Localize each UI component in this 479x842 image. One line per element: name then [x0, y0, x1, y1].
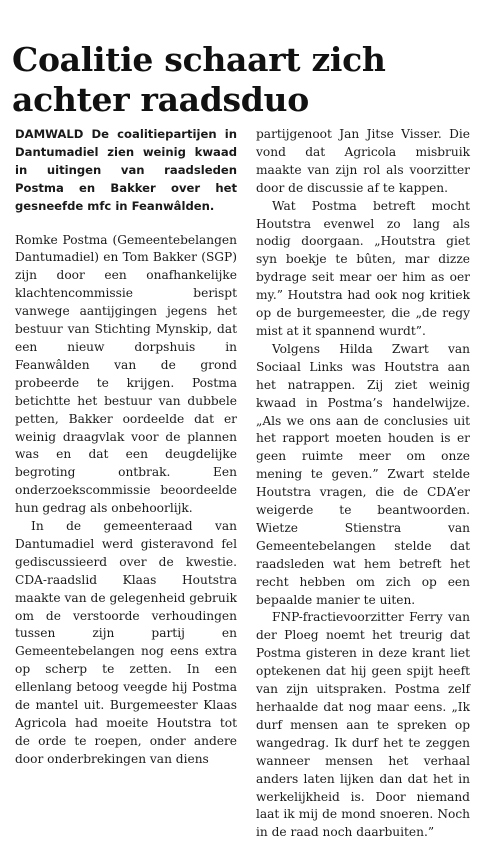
article-headline	[12, 40, 472, 120]
lead-text: De coalitiepartijen in Dantumadiel zien weinig kwaad in uitingen van raadsleden Postma en Bakker over het gesneefde mfc in Feanwâlden.	[15, 127, 237, 213]
headline-line-2: achter raadsduo	[12, 80, 309, 120]
body-paragraph-4: Volgens Hilda Zwart van Sociaal Links was Houtstra aan het natrappen. Zij ziet weinig kwaad in Postma’s handelwijze. „Als we ons aan de conclusies uit het rapport moeten houden is er geen ruimte meer om onze mening te geven.” Zwart stelde Houtstra vragen, die de CDA’er weigerde te beantwoorden. Wietze Stienstra van Gemeentebelangen stelde dat raadsleden wat hem betreft het recht hebben om zich op een bepaalde manier te uiten.	[256, 341, 470, 607]
body-paragraph-1: Romke Postma (Gemeentebelangen Dantumadiel) en Tom Bakker (SGP) zijn door een onafhankelijke klachtencommissie berispt vanwege aantijgingen jegens het bestuur van Stichting Mynskip, dat een nieuw dorpshuis in Feanwâlden van de grond probeerde te krijgen. Postma betichtte het bestuur van dubbele petten, Bakker oordeelde dat er weinig draagvlak voor de plannen was en dat een deugdelijke begroting ontbrak. Een onderzoekscommissie beoordeelde hun gedrag als onbehoorlijk.	[15, 232, 237, 516]
article-column-right	[256, 126, 470, 842]
body-paragraph-5: FNP-fractievoorzitter Ferry van der Ploeg noemt het treurig dat Postma gisteren in deze krant liet optekenen dat hij geen spijt heeft van zijn uitspraken. Postma zelf herhaalde dat nog maar eens. „Ik durf mensen aan te spreken op wangedrag. Ik durf het te zeggen wanneer mensen het verhaal anders laten lijken dan dat het in werkelijkheid is. Door niemand laat ik mij de mond snoeren. Noch in de raad noch daarbuiten.”	[256, 610, 470, 840]
headline-line-1: Coalitie schaart zich	[12, 40, 386, 80]
body-paragraph-3: Wat Postma betreft mocht Houtstra evenwel zo lang als nodig doorgaan. „Houtstra giet syn boekje te bûten, mar dizze bydrage seit mear oer him as oer my.” Houtstra had ook nog kritiek op de burgemeester, die „de regy mist at it spannend wurdt”.	[256, 198, 470, 338]
article-column-left	[15, 126, 237, 769]
body-paragraph-2-continued: partijgenoot Jan Jitse Visser. Die vond dat Agricola misbruik maakte van zijn rol als voorzitter door de discussie af te kappen.	[256, 127, 470, 195]
article-lead	[15, 126, 237, 216]
dateline: DAMWALD	[15, 127, 84, 141]
body-paragraph-2: In de gemeenteraad van Dantumadiel werd gisteravond fel gediscussieerd over de kwestie. CDA-raadslid Klaas Houtstra maakte van de gelegenheid gebruik om de verstoorde verhoudingen tussen zijn partij en Gemeentebelangen nog eens extra op scherp te zetten. In een ellenlang betoog veegde hij Postma de mantel uit. Burgemeester Klaas Agricola had moeite Houtstra tot de orde te roepen, onder andere door onderbrekingen van diens	[15, 519, 237, 766]
